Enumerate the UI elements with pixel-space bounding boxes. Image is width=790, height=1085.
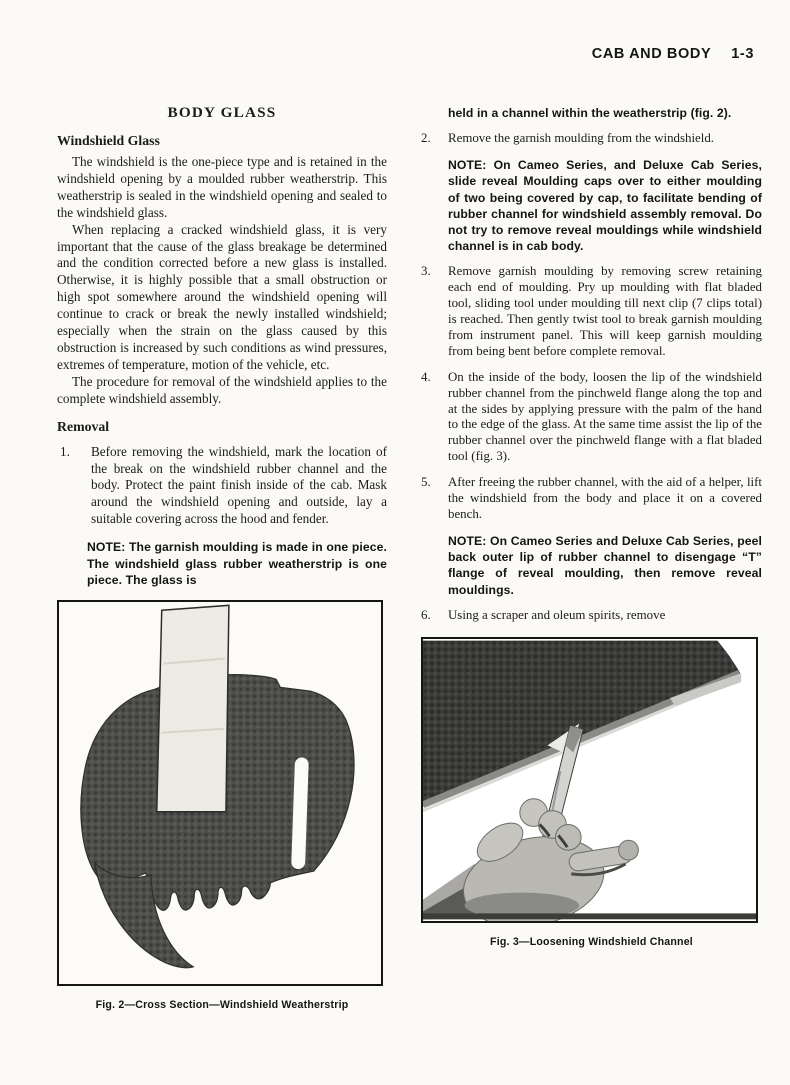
step-text: After freeing the rubber channel, with the aid of a helper, lift the windshield from the body and place it on a covered bench. <box>448 475 762 522</box>
figure-3-caption: Fig. 3—Loosening Windshield Channel <box>490 935 693 948</box>
left-column <box>57 104 387 1011</box>
note-garnish-moulding: NOTE: The garnish moulding is made in one piece. The windshield glass rubber weatherstrip is one piece. The glass is <box>87 540 387 588</box>
subsection-title-windshield-glass: Windshield Glass <box>57 133 160 148</box>
note-cameo-caps: NOTE: On Cameo Series, and Deluxe Cab Series, slide reveal Moulding caps over to either moulding of two being covered by cap, to facilitate bending of rubber channel for windshield assembly removal. Do not try to remove reveal mouldings while windshield channel is in cab body. <box>448 158 762 254</box>
paragraph: The windshield is the one-piece type and is retained in the windshield opening by a moulded rubber weatherstrip. This weatherstrip is sealed in the windshield opening and sealed to the windshield glass. <box>57 154 387 220</box>
paragraph: The procedure for removal of the windshield applies to the complete windshield assembly. <box>57 373 387 406</box>
page-header <box>0 46 754 62</box>
note-cameo-reveal: NOTE: On Cameo Series and Deluxe Cab Series, peel back outer lip of rubber channel to disengage “T” flange of reveal moulding, then remove reveal mouldings. <box>448 533 762 597</box>
procedure-step-1 <box>57 444 387 529</box>
step-text: Remove garnish moulding by removing screw retaining each end of moulding. Pry up moulding with flat bladed tool, sliding tool under moulding till next clip (7 clips total) is reached. Then gently twist tool to break garnish moulding from instrument panel. This will keep garnish moulding from being bent before complete removal. <box>448 264 762 358</box>
section-header-text: CAB AND BODY <box>591 46 712 62</box>
subsection-title-removal: Removal <box>57 418 110 434</box>
step-text: Using a scraper and oleum spirits, remove <box>448 607 666 622</box>
step-number: 6. <box>421 607 431 622</box>
figure-3-photo-image <box>421 637 758 923</box>
note-garnish-moulding-continued: held in a channel within the weatherstrip (fig. 2). <box>448 106 732 120</box>
step-number: 4. <box>421 369 431 384</box>
loosening-channel-photo <box>423 639 756 921</box>
procedure-step-2 <box>421 131 762 147</box>
step-text: Before removing the windshield, mark the location of the break on the windshield rubber channel and the body. Protect the paint finish inside of the cab. Mask around the windshield opening and outside, lay a suitable covering across the hood and fender. <box>91 443 387 527</box>
figure-2-caption: Fig. 2—Cross Section—Windshield Weatherstrip <box>95 998 349 1011</box>
procedure-step-3 <box>421 264 762 359</box>
figure-2-cross-section-image <box>57 600 383 986</box>
procedure-step-5 <box>421 475 762 523</box>
step-number: 1. <box>60 443 70 459</box>
glass-strip <box>157 605 229 811</box>
procedure-step-4 <box>421 370 762 465</box>
weatherstrip-cross-section-drawing <box>59 602 381 984</box>
step-text: On the inside of the body, loosen the lip of the windshield rubber channel from the pinchweld flange along the top and at the sides by applying pressure with the palm of the hand to the edge of the glass. At the same time assist the lip of the rubber channel over the pinchweld flange with a flat bladed tool (fig. 3). <box>448 369 762 464</box>
step-text: Remove the garnish moulding from the windshield. <box>448 131 715 146</box>
procedure-step-6 <box>421 608 762 624</box>
step-number: 5. <box>421 475 431 490</box>
paragraph: When replacing a cracked windshield glass, it is very important that the cause of the glass breakage be determined and the condition corrected before a new glass is installed. Otherwise, it is highly possible that a small obstruction or high spot somewhere around the windshield opening will continue to crack or break the newly installed windshield; especially when the strain on the glass caused by this obstruction is increased by such conditions as wind pressures, extremes of temperature, motion of the vehicle, etc. <box>57 221 387 372</box>
right-column <box>421 95 762 948</box>
step-number: 3. <box>421 264 431 279</box>
section-title: BODY GLASS <box>167 104 277 121</box>
page-number: 1-3 <box>731 46 754 62</box>
step-number: 2. <box>421 131 431 146</box>
